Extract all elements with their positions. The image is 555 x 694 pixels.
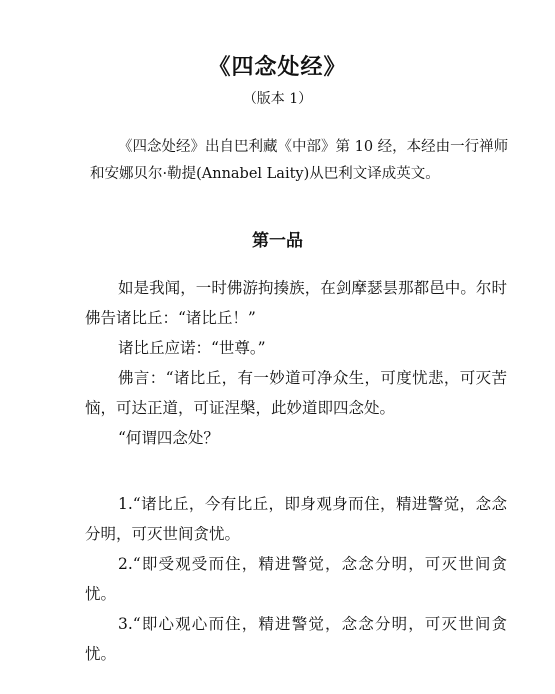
body-paragraph: 如是我闻，一时佛游拘揍族，在剑摩瑟昙那都邑中。尔时佛告诸比丘：“诸比丘！” xyxy=(85,279,507,327)
chapter-heading: 第一品 xyxy=(252,231,303,251)
body-paragraph: 1.“诸比丘，今有比丘，即身观身而住，精进警觉，念念分明，可灭世间贪忧。 xyxy=(85,495,507,543)
body-paragraph: 佛言：“诸比丘，有一妙道可净众生，可度忧悲，可灭苦恼，可达正道，可证涅槃，此妙道即四念处。 xyxy=(85,369,507,417)
intro-note xyxy=(90,134,510,188)
body-paragraph: 2.“即受观受而住，精进警觉，念念分明，可灭世间贪忧。 xyxy=(85,555,507,603)
sutra-body xyxy=(85,273,507,669)
body-paragraph: 3.“即心观心而住，精进警觉，念念分明，可灭世间贪忧。 xyxy=(85,615,507,663)
sutra-title: 《四念处经》 xyxy=(208,55,347,80)
body-paragraph: 诸比丘应诺：“世尊。” xyxy=(118,339,266,357)
intro-paragraph: 《四念处经》出自巴利藏《中部》第 10 经，本经由一行禅师和安娜贝尔·勒提(Annabel Laity)从巴利文译成英文。 xyxy=(90,139,509,182)
version-label: （版本 1） xyxy=(242,91,313,107)
body-paragraph: “何谓四念处？ xyxy=(118,429,219,447)
